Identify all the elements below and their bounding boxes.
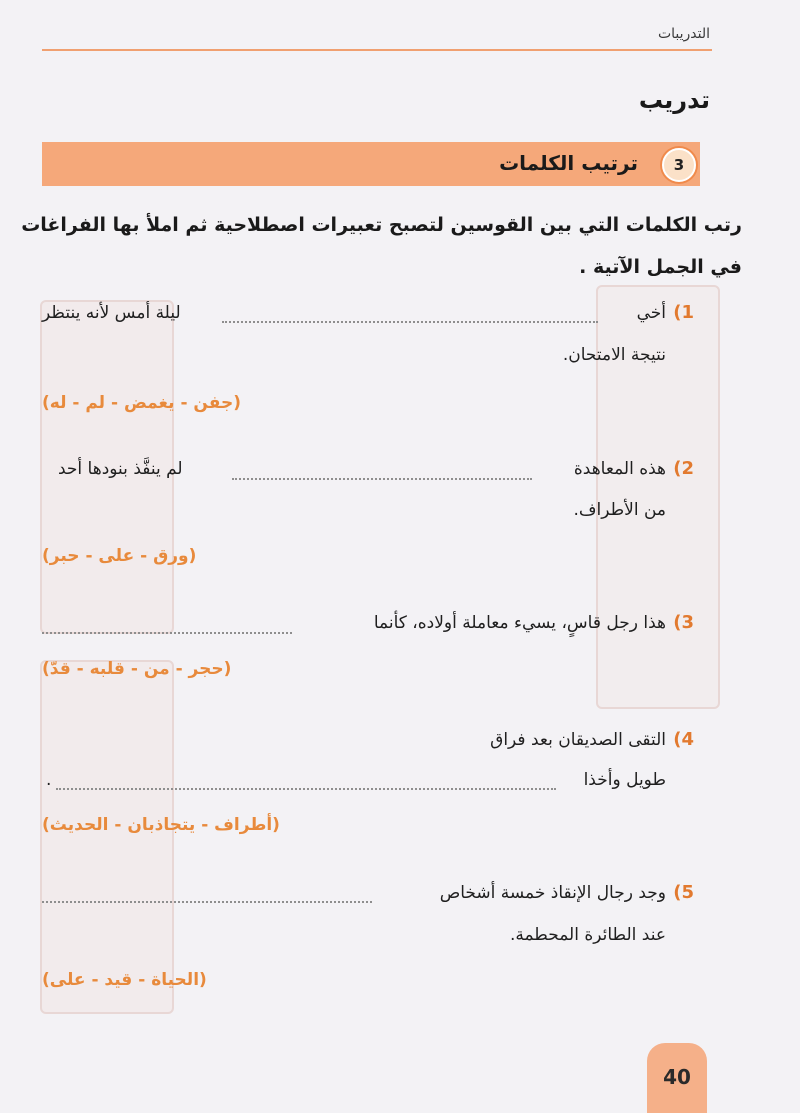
exercise-number-badge: 3 — [662, 148, 696, 182]
item-text: وجد رجال الإنقاذ خمسة أشخاص — [439, 883, 666, 903]
blank-line[interactable] — [222, 321, 598, 323]
item-text-line2: من الأطراف. — [573, 500, 666, 520]
section-header: التدريبات — [657, 26, 710, 42]
item-text-line2: طويل وأخذا — [583, 770, 666, 790]
item-number: 1) — [673, 302, 694, 323]
blank-line[interactable] — [42, 632, 292, 634]
item-number: 4) — [673, 729, 694, 750]
word-bank: (ورق - على - حبر) — [42, 546, 197, 566]
item-text-line2: نتيجة الامتحان. — [562, 345, 666, 365]
word-bank: (الحياة - قيد - على) — [42, 970, 207, 990]
item-text-line2: عند الطائرة المحطمة. — [509, 925, 666, 945]
page-title: تدريب — [638, 86, 710, 114]
word-bank: (حجر - من - قلبه - قدّ) — [42, 659, 232, 679]
item-number: 3) — [673, 612, 694, 633]
ghost-panel — [40, 660, 174, 1014]
item-end-period: . — [46, 770, 52, 790]
item-text: لم ينفَّذ بنودها أحد — [58, 459, 183, 479]
blank-line[interactable] — [232, 478, 532, 480]
exercise-title: ترتيب الكلمات — [499, 151, 638, 175]
page-number: 40 — [663, 1065, 691, 1089]
word-bank: (جفن - يغمض - لم - له) — [42, 393, 241, 413]
item-text: هذا رجل قاسٍ، يسيء معاملة أولاده، كأنما — [373, 613, 666, 633]
header-divider — [42, 49, 712, 51]
item-text: ليلة أمس لأنه ينتظر — [42, 303, 181, 323]
item-number: 2) — [673, 458, 694, 479]
instruction-line-1: رتب الكلمات التي بين القوسين لتصبح تعبيرات اصطلاحية ثم املأ بها الفراغات — [21, 214, 742, 236]
word-bank: (أطراف - يتجاذبان - الحديث) — [42, 815, 280, 835]
instruction-line-2: في الجمل الآتية . — [579, 256, 742, 278]
blank-line[interactable] — [56, 788, 556, 790]
exercise-banner — [42, 142, 700, 186]
item-text: أخي — [636, 303, 666, 323]
page-number-tab — [647, 1043, 707, 1113]
item-number: 5) — [673, 882, 694, 903]
blank-line[interactable] — [42, 901, 372, 903]
item-text: هذه المعاهدة — [573, 459, 666, 479]
item-text: التقى الصديقان بعد فراق — [490, 730, 666, 750]
